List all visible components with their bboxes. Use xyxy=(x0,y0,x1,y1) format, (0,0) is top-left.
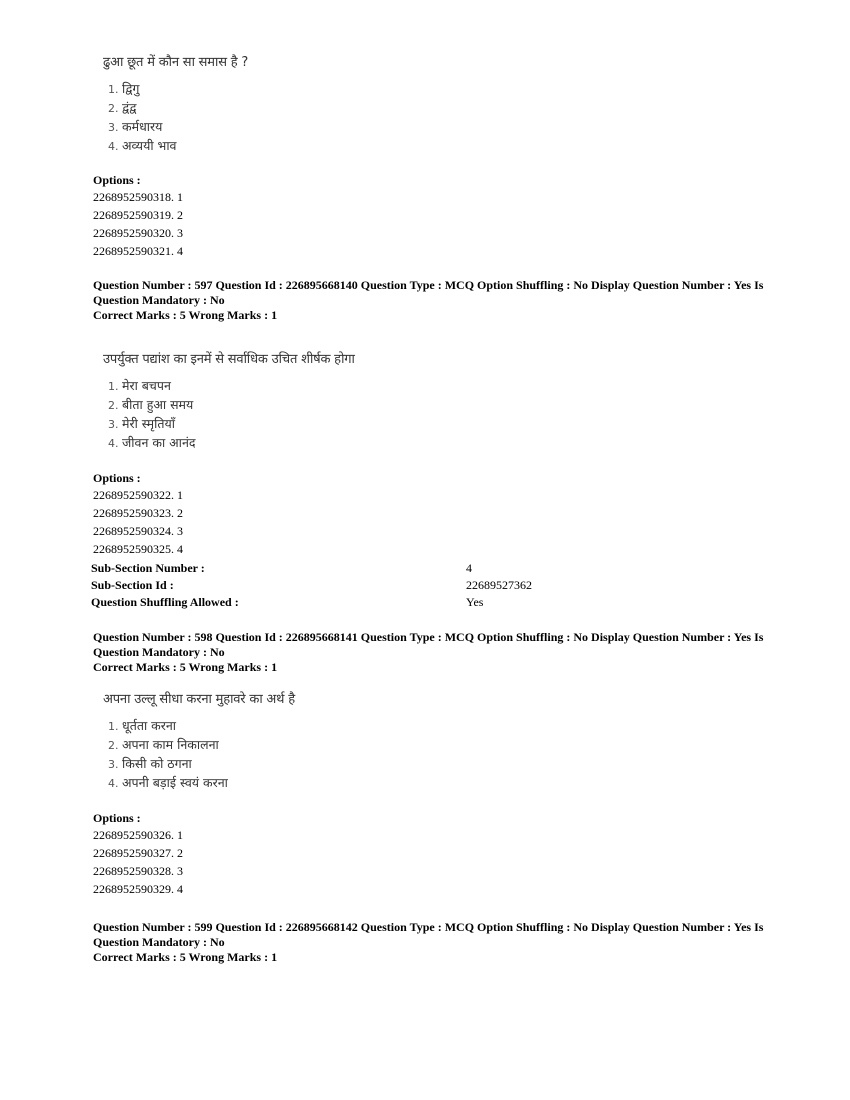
choice-item xyxy=(108,80,177,99)
question-header: Question Number : 597 Question Id : 226895668140 Question Type : MCQ Option Shuffling : No Display Question Number : Yes Is Question Mandatory : No xyxy=(93,278,764,307)
marks-line: Correct Marks : 5 Wrong Marks : 1 xyxy=(93,660,278,674)
choice-text: मेरी स्मृतियाँ xyxy=(122,416,175,431)
choice-number: 2. xyxy=(108,102,119,115)
choice-number: 3. xyxy=(108,418,119,431)
choice-item xyxy=(108,755,228,774)
option-id: 2268952590322. 1 xyxy=(93,488,183,502)
question-header: Question Number : 599 Question Id : 226895668142 Question Type : MCQ Option Shuffling : No Display Question Number : Yes Is Question Mandatory : No xyxy=(93,920,764,949)
choice-number: 4. xyxy=(108,140,119,153)
choice-number: 3. xyxy=(108,121,119,134)
subsection-number-label: Sub-Section Number : xyxy=(91,561,205,575)
question-shuffling-label: Question Shuffling Allowed : xyxy=(91,595,239,609)
option-id: 2268952590324. 3 xyxy=(93,524,183,538)
choice-text: किसी को ठगना xyxy=(122,756,192,771)
choice-number: 3. xyxy=(108,758,119,771)
question-text: अपना उल्लू सीधा करना मुहावरे का अर्थ है xyxy=(103,692,295,707)
option-id: 2268952590318. 1 xyxy=(93,190,183,204)
choice-text: द्विगु xyxy=(122,81,140,96)
choice-number: 4. xyxy=(108,777,119,790)
choice-item xyxy=(108,118,177,137)
options-list xyxy=(93,188,183,260)
marks-line: Correct Marks : 5 Wrong Marks : 1 xyxy=(93,950,278,964)
choice-text: अव्ययी भाव xyxy=(122,138,177,153)
choice-text: अपना काम निकालना xyxy=(122,737,219,752)
choice-number: 2. xyxy=(108,399,119,412)
choice-text: बीता हुआ समय xyxy=(122,397,194,412)
option-id: 2268952590323. 2 xyxy=(93,506,183,520)
question-text: उपर्युक्त पद्यांश का इनमें से सर्वाधिक उचित शीर्षक होगा xyxy=(103,352,355,367)
subsection-id-value: 22689527362 xyxy=(466,578,532,592)
question-text: ढुआ छूत में कौन सा समास है ? xyxy=(103,55,249,70)
options-label: Options : xyxy=(93,811,141,825)
choice-text: अपनी बड़ाई स्वयं करना xyxy=(122,775,228,790)
options-label: Options : xyxy=(93,471,141,485)
choice-item xyxy=(108,415,196,434)
options-label: Options : xyxy=(93,173,141,187)
question-shuffling-value: Yes xyxy=(466,595,484,609)
subsection-id-label: Sub-Section Id : xyxy=(91,578,174,592)
choice-number: 1. xyxy=(108,83,119,96)
option-id: 2268952590320. 3 xyxy=(93,226,183,240)
choice-item xyxy=(108,137,177,156)
marks-line: Correct Marks : 5 Wrong Marks : 1 xyxy=(93,308,278,322)
choice-item xyxy=(108,377,196,396)
options-list xyxy=(93,486,183,558)
choice-item xyxy=(108,774,228,793)
subsection-number-value: 4 xyxy=(466,561,472,575)
choice-text: धूर्तता करना xyxy=(122,718,177,733)
choice-number: 2. xyxy=(108,739,119,752)
choice-list xyxy=(108,377,196,453)
choice-number: 1. xyxy=(108,380,119,393)
choice-text: जीवन का आनंद xyxy=(122,435,196,450)
option-id: 2268952590321. 4 xyxy=(93,244,183,258)
options-list xyxy=(93,826,183,898)
choice-number: 4. xyxy=(108,437,119,450)
choice-item xyxy=(108,99,177,118)
choice-text: मेरा बचपन xyxy=(122,378,171,393)
choice-item xyxy=(108,717,228,736)
option-id: 2268952590319. 2 xyxy=(93,208,183,222)
option-id: 2268952590328. 3 xyxy=(93,864,183,878)
choice-number: 1. xyxy=(108,720,119,733)
choice-text: कर्मधारय xyxy=(122,119,163,134)
option-id: 2268952590326. 1 xyxy=(93,828,183,842)
option-id: 2268952590329. 4 xyxy=(93,882,183,896)
choice-item xyxy=(108,396,196,415)
choice-list xyxy=(108,717,228,793)
choice-item xyxy=(108,434,196,453)
choice-list xyxy=(108,80,177,156)
question-header: Question Number : 598 Question Id : 226895668141 Question Type : MCQ Option Shuffling : No Display Question Number : Yes Is Question Mandatory : No xyxy=(93,630,764,659)
option-id: 2268952590327. 2 xyxy=(93,846,183,860)
choice-item xyxy=(108,736,228,755)
choice-text: द्वंद्व xyxy=(122,100,137,115)
option-id: 2268952590325. 4 xyxy=(93,542,183,556)
